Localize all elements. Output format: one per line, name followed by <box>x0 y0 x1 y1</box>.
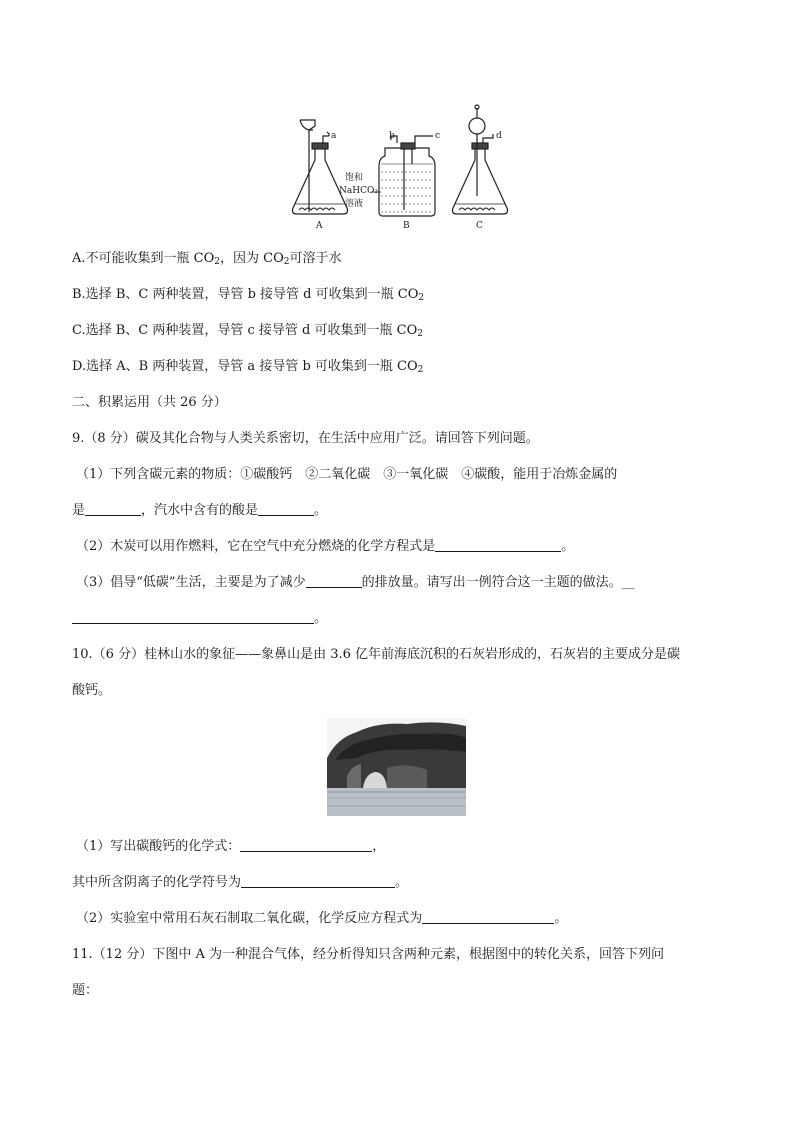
answer-blank[interactable] <box>85 502 141 516</box>
q9-part3: （3）倡导“低碳”生活，主要是为了减少 的排放量。请写出一例符合这一主题的做法。__ <box>76 575 635 590</box>
answer-blank[interactable] <box>258 502 314 516</box>
label-B: B <box>403 221 410 231</box>
answer-blank[interactable] <box>306 574 362 588</box>
q10-stem-line2: 酸钙。 <box>72 683 112 698</box>
answer-blank[interactable] <box>435 538 561 552</box>
label-b: b <box>389 131 395 141</box>
q9-part3-answer: 。 <box>72 610 327 628</box>
apparatus-a <box>293 120 348 214</box>
q9-part1: （1）下列含碳元素的物质：①碳酸钙 ②二氧化碳 ③一氧化碳 ④碳酸，能用于冶炼金属的 <box>76 467 618 482</box>
q10-part2: （2）实验室中常用石灰石制取二氧化碳，化学反应方程式为 。 <box>76 911 568 926</box>
q10-part1-anion: 其中所含阴离子的化学符号为 。 <box>72 875 409 890</box>
q9-stem: 9.（8 分）碳及其化合物与人类关系密切，在生活中应用广泛。请回答下列问题。 <box>72 431 539 446</box>
q10-part1: （1）写出碳酸钙的化学式： ， <box>76 839 386 854</box>
option-d: D.选择 A、B 两种装置，导管 a 接导管 b 可收集到一瓶 $CO_2$ <box>72 359 424 375</box>
label-a: a <box>331 131 337 141</box>
label-A: A <box>316 221 323 231</box>
q9-part1-answer: 是 ，汽水中含有的酸是 。 <box>72 503 328 518</box>
answer-blank[interactable] <box>240 838 372 852</box>
elephant-trunk-hill-photo <box>327 718 466 816</box>
q9-part2: （2）木炭可以用作燃料，它在空气中充分燃烧的化学方程式是 。 <box>76 539 575 554</box>
label-C: C <box>476 221 483 231</box>
option-b: B.选择 B、C 两种装置，导管 b 接导管 d 可收集到一瓶 $CO_2$ <box>72 287 425 303</box>
solution-label-2: NaHCO₃ <box>339 186 378 196</box>
solution-label-3: 溶液 <box>345 199 364 209</box>
q11-stem-line2: 题： <box>72 983 99 998</box>
answer-blank[interactable] <box>422 910 554 924</box>
apparatus-b <box>379 136 435 216</box>
option-a: A.不可能收集到一瓶 $CO_2$，因为 $CO_2$可溶于水 <box>72 251 342 267</box>
answer-blank[interactable] <box>241 874 395 888</box>
section-heading: 二、积累运用（共 26 分） <box>72 395 227 410</box>
answer-blank[interactable] <box>72 610 314 624</box>
label-d: d <box>496 131 502 141</box>
label-c: c <box>435 131 441 141</box>
solution-label-1: 饱和 <box>345 173 364 183</box>
option-c: C.选择 B、C 两种装置，导管 c 接导管 d 可收集到一瓶 $CO_2$ <box>72 323 423 339</box>
q11-stem-line1: 11.（12 分）下图中 A 为一种混合气体，经分析得知只含两种元素，根据图中的转化关系，回答下列问 <box>72 947 665 962</box>
apparatus-c <box>453 105 508 214</box>
gas-apparatus-figure <box>285 100 525 235</box>
q10-stem-line1: 10.（6 分）桂林山水的象征——象鼻山是由 3.6 亿年前海底沉积的石灰岩形成的，石灰岩的主要成分是碳 <box>72 647 681 662</box>
